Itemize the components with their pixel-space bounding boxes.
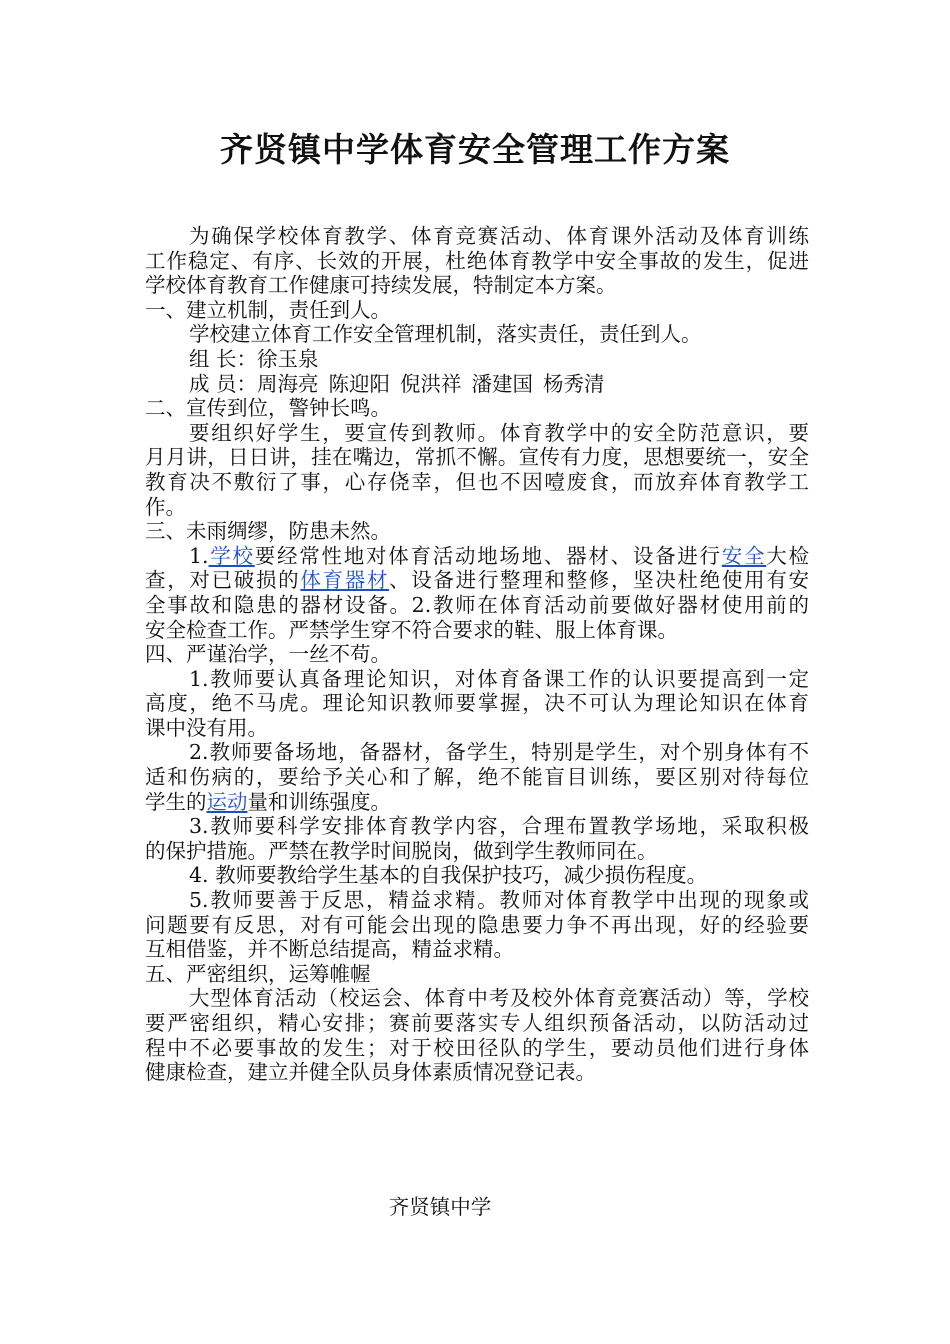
text-run: 量和训练强度。 <box>247 789 391 814</box>
members-line <box>145 372 809 397</box>
text-line: 适和伤病的，要给予关心和了解，绝不能盲目训练，要区别对待每位 <box>145 765 809 790</box>
text-line: 要组织好学生，要宣传到教师。体育教学中的安全防范意识，要 <box>189 420 809 445</box>
text-line: 学校体育教育工作健康可持续发展，特制定本方案。 <box>145 273 617 298</box>
text-line <box>145 544 809 569</box>
text-line: 教育决不敷衍了事，心存侥幸，但也不因噎废食，而放弃体育教学工 <box>145 469 809 494</box>
text-line: 的保护措施。严禁在教学时间脱岗，做到学生教师同在。 <box>145 838 658 863</box>
text-line: 课中没有用。 <box>145 715 268 740</box>
section-heading: 二、宣传到位，警钟长鸣。 <box>145 396 391 421</box>
text-line: 2.教师要备场地，备器材，备学生，特别是学生，对个别身体有不 <box>189 740 809 765</box>
text-line: 5.教师要善于反思，精益求精。教师对体育教学中出现的现象或 <box>189 888 809 913</box>
body-paragraph <box>145 667 809 741</box>
body-paragraph <box>145 888 809 962</box>
text-line: 程中不必要事故的发生；对于校田径队的学生，要动员他们进行身体 <box>145 1035 809 1060</box>
text-line: 1.教师要认真备理论知识，对体育备课工作的认识要提高到一定 <box>189 666 809 691</box>
document-body <box>145 224 809 1085</box>
text-run: 大检 <box>766 543 810 568</box>
body-paragraph <box>145 544 809 642</box>
link-school[interactable]: 学校 <box>208 543 255 568</box>
member-name: 周海亮 <box>257 371 319 396</box>
text-line: 工作稳定、有序、长效的开展，杜绝体育教学中安全事故的发生，促进 <box>145 248 809 273</box>
text-run: 学生的 <box>145 789 207 814</box>
members-label: 成 员： <box>189 371 258 396</box>
text-line: 高度，绝不马虎。理论知识教师要掌握，决不可认为理论知识在体育 <box>145 691 809 716</box>
text-line: 大型体育活动（校运会、体育中考及校外体育竞赛活动）等，学校 <box>189 986 809 1011</box>
body-paragraph <box>145 421 809 519</box>
text-line: 问题要有反思，对有可能会出现的隐患要力争不再出现，好的经验要 <box>145 912 809 937</box>
leader-label: 组 长： <box>189 346 258 371</box>
text-line: 全事故和隐患的器材设备。2.教师在体育活动前要做好器材使用前的 <box>145 592 809 617</box>
signature: 齐贤镇中学 <box>388 1195 492 1219</box>
text-line: 要严密组织，精心安排；赛前要落实专人组织预备活动，以防活动过 <box>145 1011 809 1035</box>
text-run: 、设备进行整理和整修，坚决杜绝使用有安 <box>389 568 810 593</box>
text-line: 作。 <box>145 494 186 519</box>
text-run: 查，对已破损的 <box>145 568 301 593</box>
text-run: 1. <box>189 543 209 568</box>
section-heading: 四、严谨治学，一丝不苟。 <box>145 642 391 667</box>
page-title: 齐贤镇中学体育安全管理工作方案 <box>220 130 730 169</box>
link-sport[interactable]: 运动 <box>206 789 248 814</box>
text-line: 安全检查工作。严禁学生穿不符合要求的鞋、服上体育课。 <box>145 617 678 642</box>
link-safety[interactable]: 安全 <box>721 543 767 568</box>
link-sports-equipment[interactable]: 体育器材 <box>300 568 390 593</box>
member-name: 潘建国 <box>471 371 534 396</box>
section-heading: 三、未雨绸缪，防患未然。 <box>145 519 391 544</box>
text-line: 3.教师要科学安排体育教学内容，合理布置教学场地，采取积极 <box>189 814 809 839</box>
text-line: 互相借鉴，并不断总结提高，精益求精。 <box>145 937 514 962</box>
text-line: 月月讲，日日讲，挂在嘴边，常抓不懈。宣传有力度，思想要统一，安全 <box>145 445 809 470</box>
member-name: 杨秀清 <box>543 371 605 396</box>
text-line <box>145 568 809 593</box>
text-line <box>145 790 809 815</box>
section-heading: 一、建立机制，责任到人。 <box>145 297 391 322</box>
leader-line <box>145 347 809 372</box>
body-paragraph: 学校建立体育工作安全管理机制，落实责任，责任到人。 <box>189 322 702 347</box>
leader-name: 徐玉泉 <box>257 346 319 371</box>
text-line: 健康检查，建立并健全队员身体素质情况登记表。 <box>145 1060 596 1085</box>
intro-paragraph <box>145 224 809 298</box>
body-paragraph <box>145 814 809 863</box>
text-line: 为确保学校体育教学、体育竞赛活动、体育课外活动及体育训练 <box>189 224 809 248</box>
body-paragraph <box>145 986 809 1084</box>
body-paragraph: 4. 教师要教给学生基本的自我保护技巧，减少损伤程度。 <box>189 863 708 888</box>
text-run: 要经常性地对体育活动地场地、器材、设备进行 <box>254 543 722 568</box>
member-name: 陈迎阳 <box>328 371 391 396</box>
section-heading: 五、严密组织，运筹帷幄 <box>145 961 371 986</box>
body-paragraph <box>145 740 809 814</box>
member-name: 倪洪祥 <box>400 371 462 396</box>
